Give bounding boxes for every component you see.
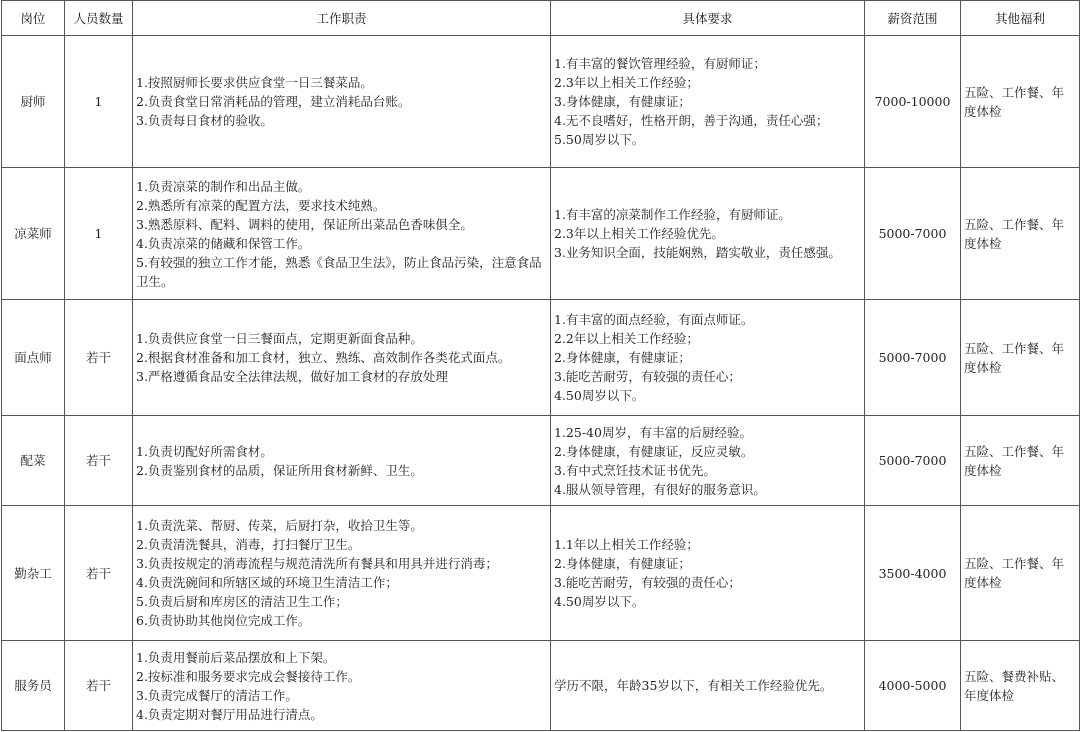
- duty-line: 1.负责凉菜的制作和出品主做。: [136, 178, 311, 194]
- table-row: [2, 168, 1080, 300]
- duty-line: 2.负责清洗餐具，消毒，打扫餐厅卫生。: [136, 537, 361, 552]
- duty-line: 1.负责切配好所需食材。: [136, 443, 273, 459]
- count-cell: 若干: [65, 300, 133, 416]
- count-cell: 若干: [65, 506, 133, 641]
- salary-cell: 5000-7000: [865, 300, 961, 416]
- benefits-cell: 五险、工作餐、年度体检: [961, 506, 1080, 641]
- salary-cell: 3500-4000: [865, 506, 961, 641]
- duty-line: 4.负责凉菜的储藏和保管工作。: [136, 235, 311, 251]
- requirement-line: 2.2年以上相关工作经验；: [554, 331, 699, 346]
- position-cell: 凉菜师: [2, 168, 65, 300]
- position-cell: 厨师: [2, 36, 65, 168]
- table-row: [2, 36, 1080, 168]
- requirement-line: 2.身体健康，有健康证；: [554, 556, 691, 571]
- salary-cell: 4000-5000: [865, 641, 961, 731]
- count-cell: 若干: [65, 641, 133, 731]
- requirement-line: 3.业务知识全面，技能娴熟，踏实敬业，责任感强。: [554, 245, 841, 260]
- requirements-cell: [551, 506, 865, 641]
- position-cell: 勤杂工: [2, 506, 65, 641]
- header-row: [2, 1, 1080, 36]
- header-position: 岗位: [2, 1, 65, 36]
- position-cell: 面点师: [2, 300, 65, 416]
- requirement-line: 1.25-40周岁，有丰富的后厨经验。: [554, 424, 752, 440]
- job-table: [1, 0, 1080, 731]
- duty-line: 1.按照厨师长要求供应食堂一日三餐菜品。: [136, 75, 373, 90]
- requirement-line: 4.服从领导管理，有很好的服务意识。: [554, 481, 766, 497]
- duties-cell: [133, 300, 551, 416]
- requirements-cell: [551, 416, 865, 506]
- position-cell: 配菜: [2, 416, 65, 506]
- benefits-cell: 五险、工作餐、年度体检: [961, 36, 1080, 168]
- header-count: 人员数量: [65, 1, 133, 36]
- requirement-line: 4.50周岁以下。: [554, 594, 645, 609]
- duty-line: 6.负责协助其他岗位完成工作。: [136, 613, 311, 628]
- position-cell: 服务员: [2, 641, 65, 731]
- requirement-line: 1.有丰富的餐饮管理经验，有厨师证；: [554, 56, 766, 71]
- table-row: [2, 506, 1080, 641]
- requirement-line: 1.有丰富的面点经验，有面点师证。: [554, 312, 754, 327]
- requirements-cell: [551, 641, 865, 731]
- benefits-cell: 五险、餐费补贴、年度体检: [961, 641, 1080, 731]
- requirement-line: 2.身体健康，有健康证；: [554, 350, 691, 365]
- requirement-line: 5.50周岁以下。: [554, 132, 645, 147]
- duties-cell: [133, 416, 551, 506]
- duty-line: 2.熟悉所有凉菜的配置方法，要求技术纯熟。: [136, 197, 386, 213]
- duty-line: 5.有较强的独立工作才能，熟悉《食品卫生法》，防止食品污染，注意食品卫生。: [136, 254, 542, 289]
- duty-line: 3.负责每日食材的验收。: [136, 113, 273, 128]
- duty-line: 2.根据食材准备和加工食材，独立、熟练、高效制作各类花式面点。: [136, 350, 511, 365]
- duty-line: 3.负责完成餐厅的清洁工作。: [136, 687, 298, 703]
- duty-line: 2.负责食堂日常消耗品的管理，建立消耗品台账。: [136, 94, 411, 109]
- duty-line: 5.负责后厨和库房区的清洁卫生工作；: [136, 594, 348, 609]
- benefits-cell: 五险、工作餐、年度体检: [961, 416, 1080, 506]
- salary-cell: 5000-7000: [865, 416, 961, 506]
- requirements-cell: [551, 168, 865, 300]
- requirement-line: 2.3年以上相关工作经验优先。: [554, 226, 724, 241]
- header-duties: 工作职责: [133, 1, 551, 36]
- duty-line: 4.负责定期对餐厅用品进行清点。: [136, 706, 323, 722]
- requirement-line: 3.身体健康，有健康证；: [554, 94, 691, 109]
- requirement-line: 4.无不良嗜好，性格开朗，善于沟通，责任心强；: [554, 113, 829, 128]
- table-row: [2, 300, 1080, 416]
- count-cell: 若干: [65, 416, 133, 506]
- table-row: [2, 641, 1080, 731]
- table-row: [2, 416, 1080, 506]
- duty-line: 4.负责洗碗间和所辖区域的环境卫生清洁工作；: [136, 575, 398, 590]
- requirement-line: 2.3年以上相关工作经验；: [554, 75, 699, 90]
- salary-cell: 7000-10000: [865, 36, 961, 168]
- duty-line: 1.负责洗菜、帮厨、传菜，后厨打杂，收拾卫生等。: [136, 518, 423, 533]
- count-cell: 1: [65, 36, 133, 168]
- requirement-line: 1.1年以上相关工作经验；: [554, 537, 699, 552]
- duty-line: 3.负责按规定的消毒流程与规范清洗所有餐具和用具并进行消毒；: [136, 556, 498, 571]
- requirement-line: 3.能吃苦耐劳，有较强的责任心；: [554, 575, 741, 590]
- requirement-line: 1.有丰富的凉菜制作工作经验，有厨师证。: [554, 207, 791, 222]
- duties-cell: [133, 36, 551, 168]
- duty-line: 1.负责供应食堂一日三餐面点，定期更新面食品种。: [136, 331, 423, 346]
- duty-line: 3.严格遵循食品安全法律法规，做好加工食材的存放处理: [136, 369, 448, 384]
- header-salary: 薪资范围: [865, 1, 961, 36]
- duty-line: 3.熟悉原料、配料、调料的使用，保证所出菜品色香味俱全。: [136, 216, 473, 232]
- duties-cell: [133, 506, 551, 641]
- requirements-cell: [551, 300, 865, 416]
- duty-line: 2.负责鉴别食材的品质，保证所用食材新鲜、卫生。: [136, 462, 423, 478]
- duties-cell: [133, 641, 551, 731]
- header-benefits: 其他福利: [961, 1, 1080, 36]
- benefits-cell: 五险、工作餐、年度体检: [961, 300, 1080, 416]
- requirements-cell: [551, 36, 865, 168]
- benefits-cell: 五险、工作餐、年度体检: [961, 168, 1080, 300]
- duties-cell: [133, 168, 551, 300]
- requirement-line: 4.50周岁以下。: [554, 388, 645, 403]
- header-requirements: 具体要求: [551, 1, 865, 36]
- requirement-line: 2.身体健康，有健康证，反应灵敏。: [554, 443, 754, 459]
- requirement-line: 3.有中式烹饪技术证书优先。: [554, 462, 716, 478]
- duty-line: 1.负责用餐前后菜品摆放和上下架。: [136, 649, 336, 665]
- duty-line: 2.按标准和服务要求完成会餐接待工作。: [136, 668, 361, 684]
- requirement-line: 3.能吃苦耐劳，有较强的责任心；: [554, 369, 741, 384]
- count-cell: 1: [65, 168, 133, 300]
- requirement-line: 学历不限，年龄35岁以下，有相关工作经验优先。: [554, 678, 833, 693]
- salary-cell: 5000-7000: [865, 168, 961, 300]
